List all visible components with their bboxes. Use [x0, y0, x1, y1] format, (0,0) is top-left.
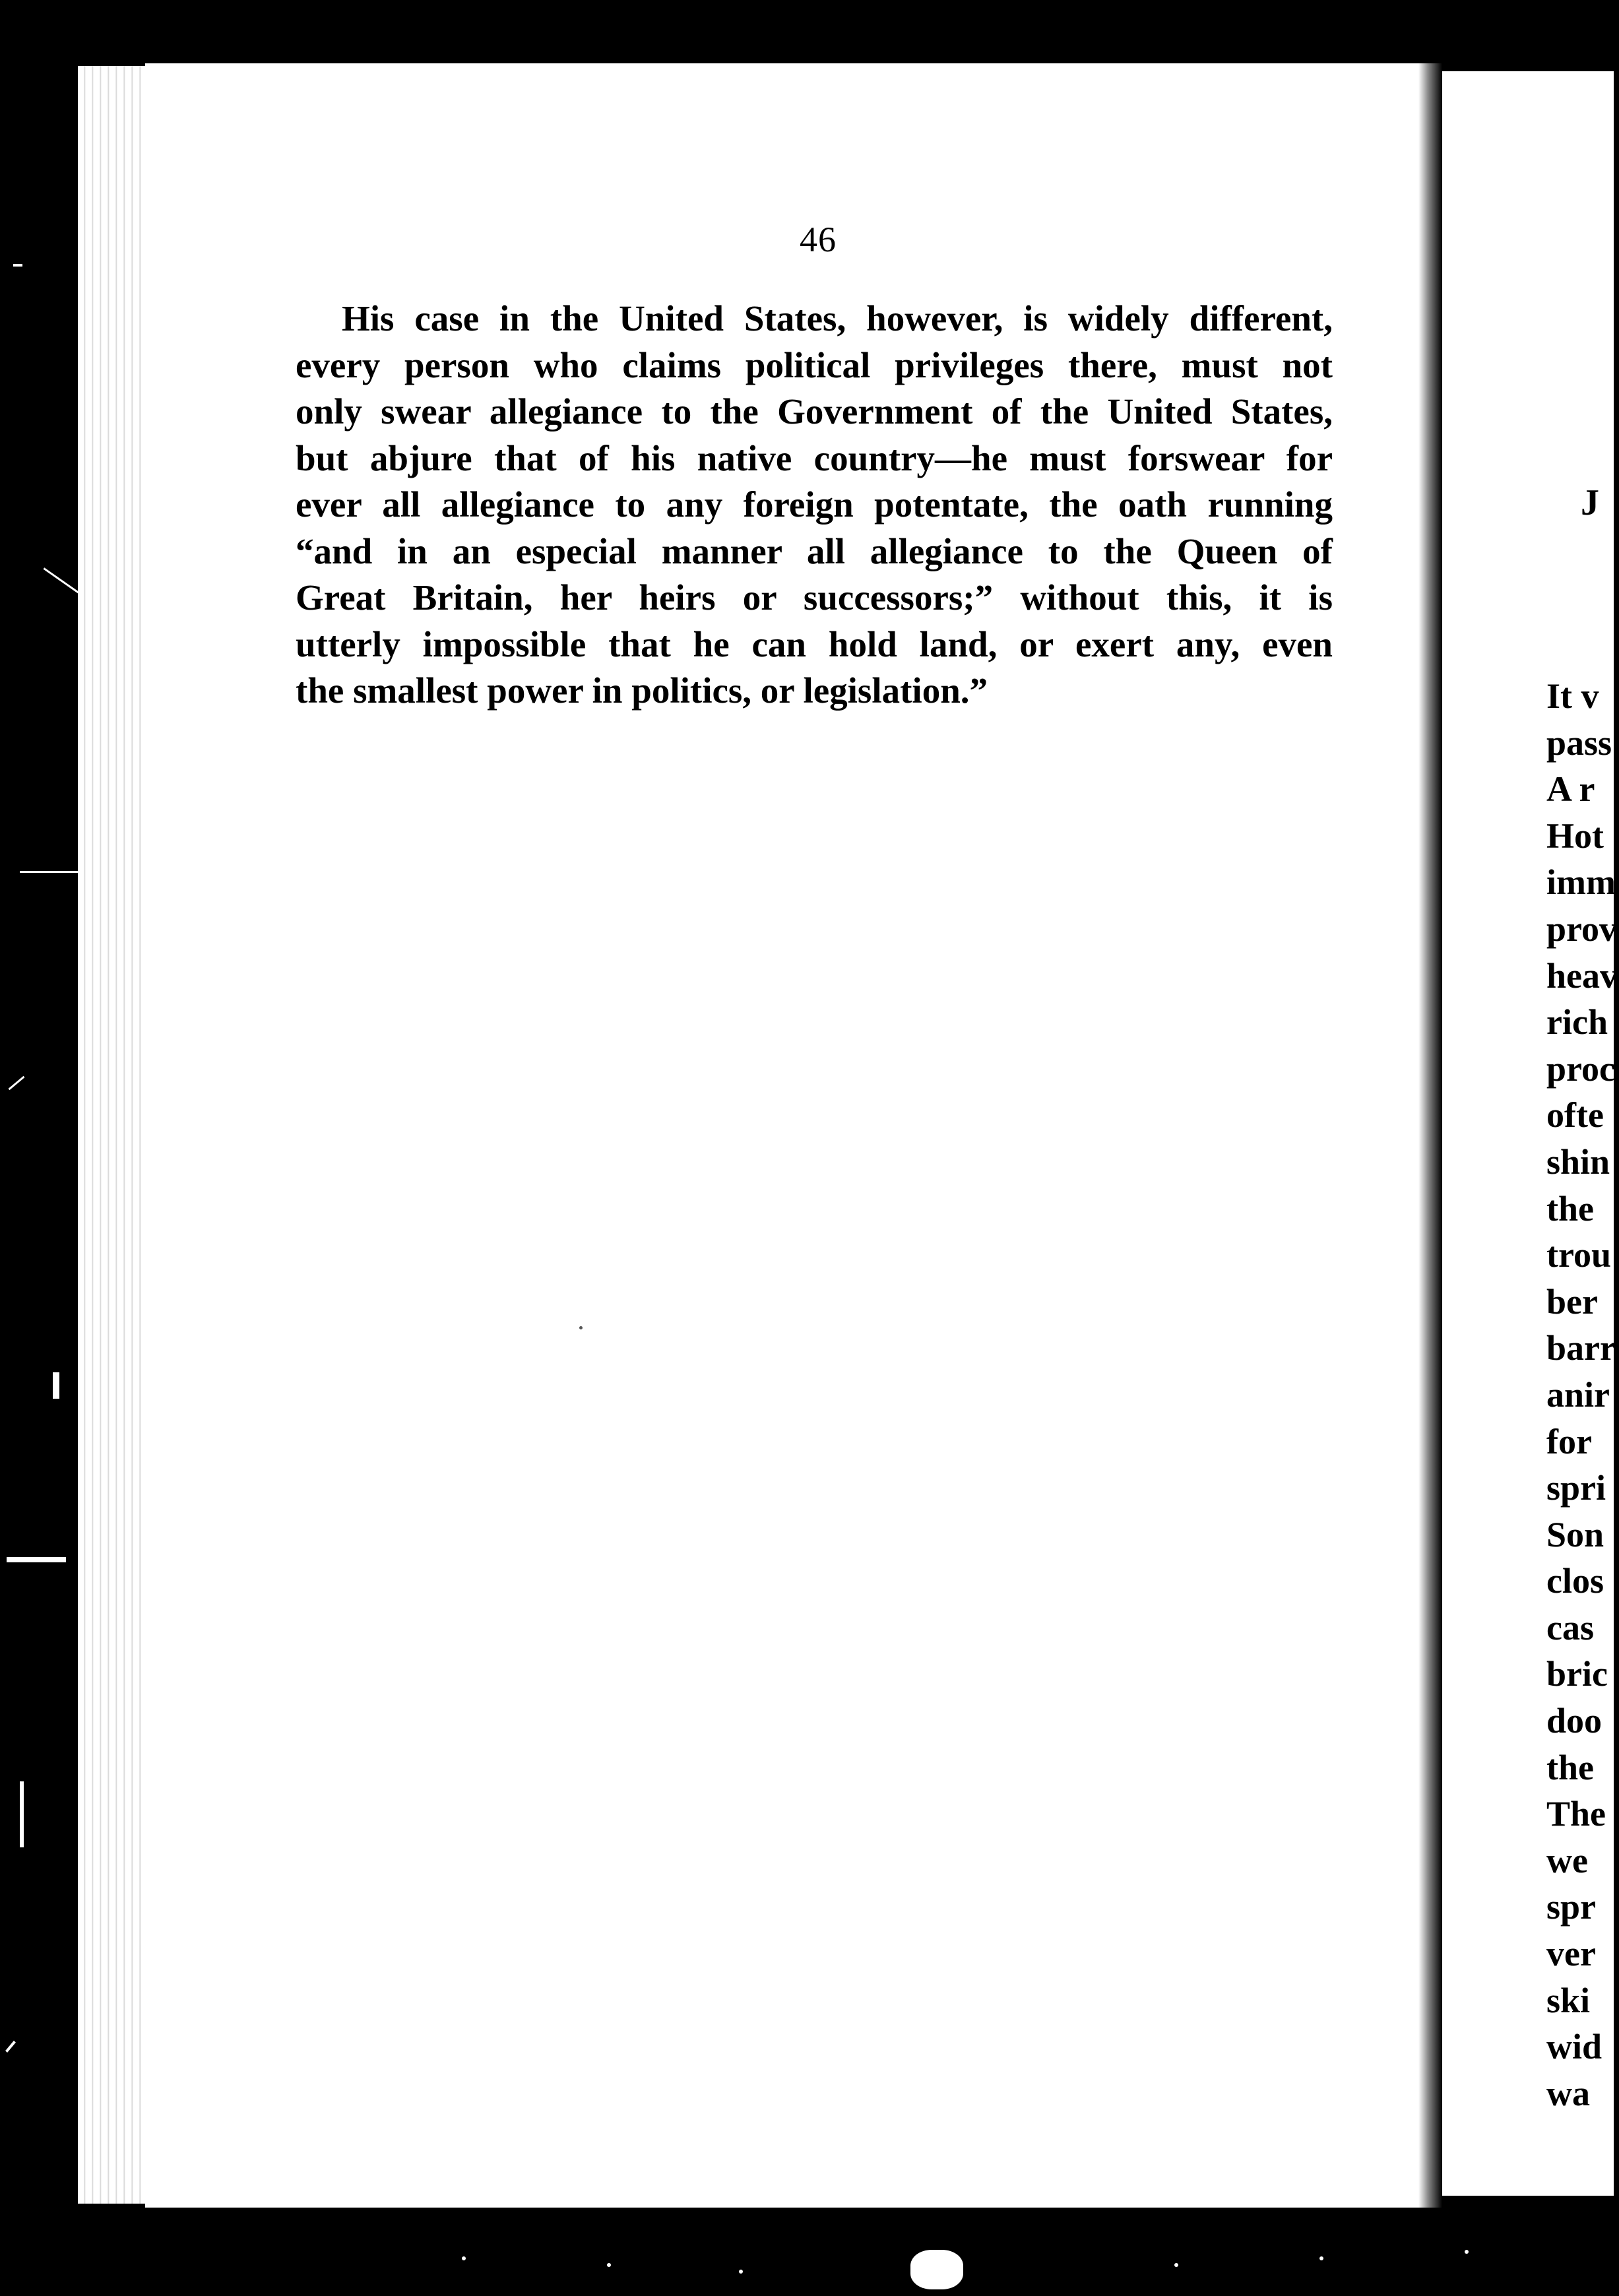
scan-noise — [1319, 2256, 1323, 2260]
text-line-fragment: we — [1546, 1840, 1588, 1880]
text-line-fragment: Hot — [1546, 815, 1604, 856]
scan-noise — [910, 2250, 963, 2289]
scan-noise — [739, 2270, 743, 2274]
text-line-fragment: A r — [1546, 769, 1595, 810]
text-line-fragment: doo — [1546, 1701, 1603, 1741]
text-line-fragment: clos — [1546, 1561, 1604, 1601]
text-line-fragment: spri — [1546, 1468, 1606, 1508]
text-line-fragment: wa — [1546, 2073, 1590, 2113]
right-page-text-column — [1546, 673, 1619, 2117]
text-line-fragment: The — [1546, 1794, 1606, 1834]
text-line: ever all allegiance to any foreign potentate, the oath running — [296, 484, 1333, 525]
scan-noise — [43, 567, 82, 596]
text-line-fragment: for — [1546, 1421, 1592, 1461]
text-line-fragment: rich — [1546, 1002, 1608, 1042]
scan-noise — [20, 871, 79, 873]
text-line-fragment: heav — [1546, 955, 1618, 996]
scan-noise — [1174, 2263, 1178, 2267]
text-line-fragment: anir — [1546, 1374, 1610, 1415]
scan-noise — [5, 2041, 16, 2053]
text-line: only swear allegiance to the Government of the United States, — [296, 391, 1333, 431]
text-line-fragment: proc — [1546, 1048, 1615, 1089]
text-line-fragment: spr — [1546, 1887, 1597, 1927]
text-line-fragment: prov — [1546, 909, 1618, 949]
text-line-fragment: ber — [1546, 1281, 1598, 1322]
text-line: the smallest power in politics, or legislation.” — [296, 670, 988, 711]
right-page-heading-fragment: J — [1581, 482, 1599, 523]
text-line-fragment: bric — [1546, 1654, 1608, 1694]
scan-noise — [13, 264, 22, 267]
text-line-fragment: barr — [1546, 1328, 1616, 1368]
text-line: “and in an especial manner all allegiance to the Queen of — [296, 530, 1333, 571]
text-line: utterly impossible that he can hold land, or exert any, even — [296, 623, 1333, 664]
text-line-fragment: the — [1546, 1188, 1594, 1228]
text-line-fragment: pass — [1546, 722, 1612, 763]
scan-noise — [53, 1372, 59, 1399]
text-line-fragment: trou — [1546, 1235, 1612, 1275]
scan-noise — [9, 1076, 25, 1091]
text-line-fragment: ofte — [1546, 1095, 1604, 1135]
text-line: His case in the United States, however, is widely different, — [342, 298, 1333, 338]
text-line-fragment: Son — [1546, 1514, 1604, 1554]
page-stack-edges — [78, 66, 150, 2204]
scan-noise — [607, 2263, 611, 2267]
text-line-fragment: It v — [1546, 676, 1599, 716]
book-gutter — [1418, 63, 1442, 2208]
scan-noise — [462, 2256, 466, 2260]
scan-noise — [7, 1557, 66, 1562]
page-speck — [579, 1326, 583, 1329]
text-line: but abjure that of his native country—he must forswear for — [296, 437, 1333, 478]
text-line-fragment: cas — [1546, 1607, 1594, 1647]
text-line-fragment: shin — [1546, 1141, 1610, 1182]
text-line-fragment: ski — [1546, 1980, 1591, 2020]
text-line-fragment: the — [1546, 1747, 1594, 1787]
scan-noise — [1465, 2250, 1469, 2254]
text-line-fragment: wid — [1546, 2027, 1603, 2067]
text-line: every person who claims political privileges there, must not — [296, 344, 1333, 385]
page-number: 46 — [800, 220, 837, 259]
text-line-fragment: ver — [1546, 1934, 1596, 1974]
scan-noise — [20, 1781, 24, 1847]
text-line-fragment: imm — [1546, 862, 1616, 903]
body-paragraph — [296, 296, 1333, 715]
text-line: Great Britain, her heirs or successors;” without this, it is — [296, 577, 1333, 618]
